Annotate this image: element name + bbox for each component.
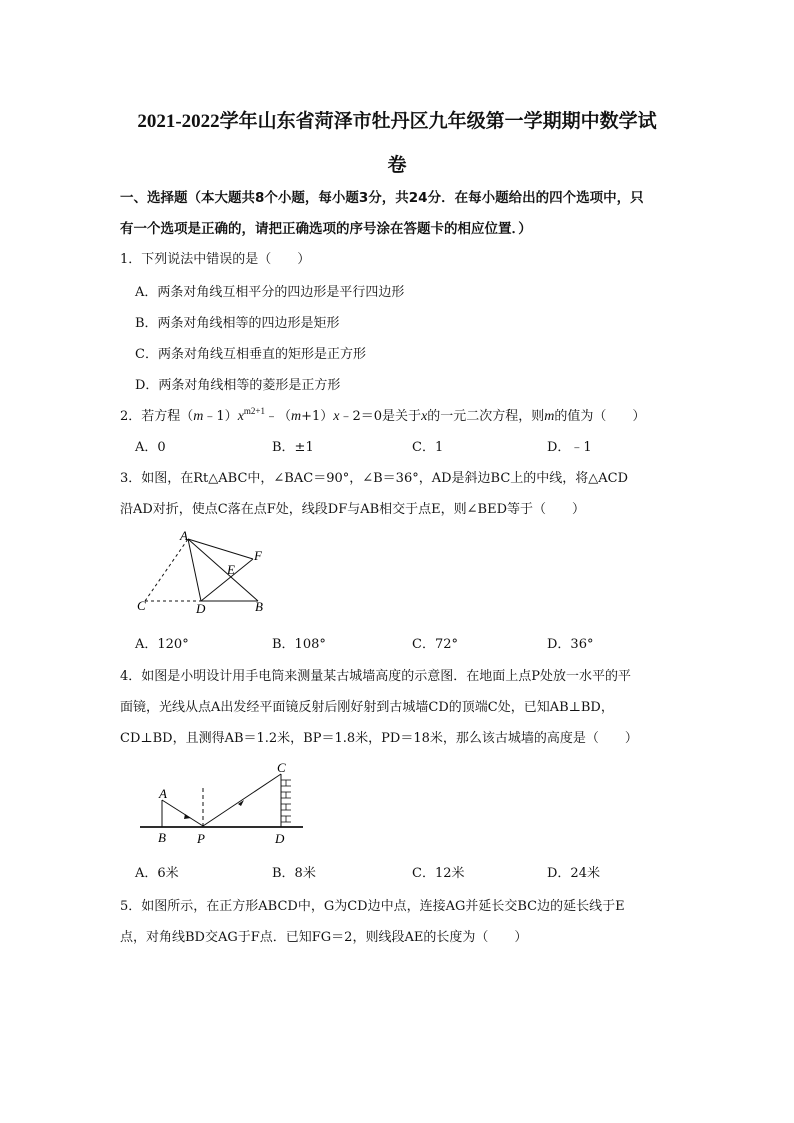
q3-label-f: F	[254, 548, 262, 563]
q4-city-wall-figure	[135, 758, 315, 848]
page-title-line-1: 2021-2022学年山东省菏泽市牡丹区九年级第一学期期中数学试	[137, 111, 657, 132]
q2-option-a: A．0	[135, 440, 166, 455]
q4-option-c: C．12米	[412, 866, 465, 881]
section-heading-line-1: 一、选择题（本大题共8个小题，每小题3分，共24分．在每小题给出的四个选项中，只	[120, 190, 644, 206]
q3-label-e: E	[227, 562, 235, 577]
q3-option-b: B．108°	[272, 637, 326, 652]
segment-af	[188, 539, 253, 559]
incident-ray	[162, 800, 203, 826]
q2-option-c: C．1	[412, 440, 444, 455]
segment-ca	[145, 539, 188, 601]
q3-label-a: A	[180, 528, 188, 543]
reflected-ray	[203, 774, 281, 826]
q2-stem: 2．若方程$(m﹣1)x^{m2+1}﹣(m+1)x﹣2=0$是关于x的一元二次方程，则m的值为（ ）	[120, 406, 646, 424]
q3-label-c: C	[137, 598, 146, 613]
q2-option-d: D．﹣1	[547, 440, 592, 455]
q5-stem-line-1: 5．如图所示，在正方形ABCD中，G为CD边中点，连接AG并延长交BC边的延长线于E	[120, 899, 625, 914]
q4-stem-line-1: 4．如图是小明设计用手电筒来测量某古城墙高度的示意图．在地面上点P处放一水平的平	[120, 669, 632, 684]
segment-ab	[188, 539, 258, 601]
q4-label-b: B	[158, 830, 166, 845]
q4-option-d: D．24米	[547, 866, 600, 881]
q3-label-d: D	[196, 601, 206, 616]
section-heading-line-2: 有一个选项是正确的，请把正确选项的序号涂在答题卡的相应位置．）	[120, 221, 532, 237]
q3-option-a: A．120°	[135, 637, 189, 652]
q4-label-p: P	[197, 831, 205, 846]
q3-triangle-figure	[133, 528, 293, 618]
q4-label-d: D	[275, 831, 285, 846]
q3-stem-line-2: 沿AD对折，使点C落在点F处，线段DF与AB相交于点E，则∠BED等于（ ）	[120, 502, 586, 517]
wall-hatching	[281, 780, 291, 822]
q1-stem: 1．下列说法中错误的是（ ）	[120, 252, 311, 267]
q3-stem-line-1: 3．如图，在Rt△ABC中，∠BAC＝90°，∠B＝36°，AD是斜边BC上的中线，将△ACD	[120, 471, 629, 486]
q1-option-b: B．两条对角线相等的四边形是矩形	[135, 316, 340, 331]
q3-label-b: B	[255, 599, 263, 614]
q1-option-d: D．两条对角线相等的菱形是正方形	[135, 378, 341, 393]
q3-option-c: C．72°	[412, 637, 458, 652]
q4-label-a: A	[159, 786, 167, 801]
q1-option-c: C．两条对角线互相垂直的矩形是正方形	[135, 347, 366, 362]
q4-stem-line-2: 面镜，光线从点A出发经平面镜反射后刚好射到古城墙CD的顶端C处，已知AB⊥BD，	[120, 700, 614, 715]
q4-stem-line-3: CD⊥BD，且测得AB＝1.2米，BP＝1.8米，PD＝18米，那么该古城墙的高度是（ ）	[120, 731, 638, 746]
q1-option-a: A．两条对角线互相平分的四边形是平行四边形	[135, 285, 405, 300]
q4-option-a: A．6米	[135, 866, 179, 881]
page-title-line-2: 卷	[387, 155, 407, 176]
q3-option-d: D．36°	[547, 637, 594, 652]
q4-option-b: B．8米	[272, 866, 316, 881]
q2-option-b: B．±1	[272, 440, 314, 455]
q4-label-c: C	[277, 760, 286, 775]
q5-stem-line-2: 点，对角线BD交AG于F点．已知FG＝2，则线段AE的长度为（ ）	[120, 930, 528, 945]
